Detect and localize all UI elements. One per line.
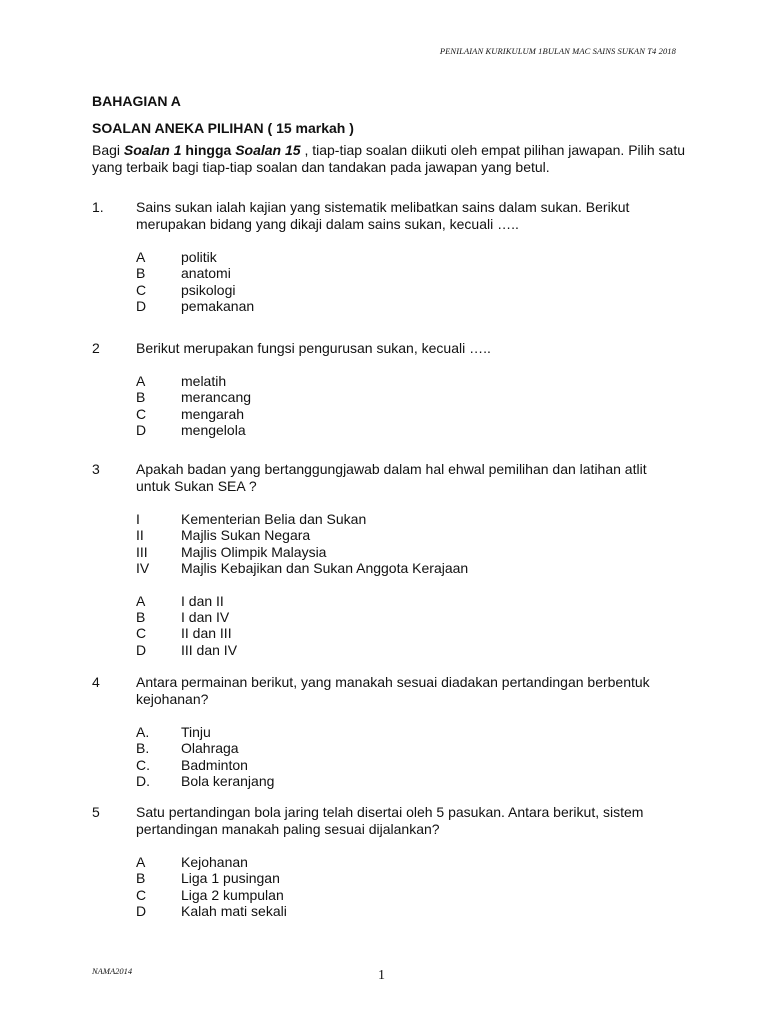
answer-option-b[interactable] bbox=[136, 389, 692, 405]
option-label: A bbox=[136, 854, 146, 870]
statement-label: II bbox=[136, 527, 144, 544]
instructions-paragraph bbox=[92, 142, 692, 176]
instructions-emphasis: Soalan 15 bbox=[235, 142, 301, 158]
instructions-emphasis: Soalan 1 bbox=[123, 142, 182, 158]
statement-label: III bbox=[136, 543, 148, 560]
answer-option-a[interactable] bbox=[136, 249, 692, 265]
option-text: Liga 1 pusingan bbox=[181, 870, 280, 887]
option-label: B. bbox=[136, 740, 150, 757]
page-header: PENILAIAN KURIKULUM 1BULAN MAC SAINS SUKAN T4 2018 bbox=[439, 46, 676, 56]
option-text: Badminton bbox=[181, 756, 248, 773]
option-label: A bbox=[136, 249, 146, 265]
question-text: Satu pertandingan bola jaring telah disertai oleh 5 pasukan. Antara berikut, sistem pertandingan manakah paling sesuai dijalankan? bbox=[136, 804, 644, 837]
answer-option-a[interactable] bbox=[136, 593, 692, 609]
option-text: Tinju bbox=[181, 724, 211, 740]
statement-text: Kementerian Belia dan Sukan bbox=[181, 511, 367, 527]
option-text: I dan IV bbox=[181, 608, 230, 625]
option-label: D bbox=[136, 298, 147, 315]
option-text: anatomi bbox=[181, 265, 231, 282]
question-text: Antara permainan berikut, yang manakah sesuai diadakan pertandingan berbentuk kejohanan? bbox=[136, 674, 650, 707]
option-label: B bbox=[136, 389, 146, 406]
answer-options bbox=[136, 249, 692, 315]
question-number: 2 bbox=[92, 340, 100, 356]
statement-iii bbox=[136, 544, 692, 560]
statement-label: I bbox=[136, 511, 140, 527]
statement-text: Majlis Kebajikan dan Sukan Anggota Kerajaan bbox=[181, 560, 469, 577]
question-text: Apakah badan yang bertanggungjawab dalam hal ehwal pemilihan dan latihan atlit untuk Sukan SEA ? bbox=[136, 461, 647, 494]
answer-option-d[interactable] bbox=[136, 422, 692, 438]
section-title: BAHAGIAN A bbox=[92, 93, 181, 109]
question-2 bbox=[92, 340, 692, 439]
question-1 bbox=[92, 199, 692, 315]
option-label: A bbox=[136, 373, 146, 389]
option-label: B bbox=[136, 265, 146, 282]
question-text: Sains sukan ialah kajian yang sistematik melibatkan sains dalam sukan. Berikut merupakan bidang yang dikaji dalam sains sukan, kecuali ….. bbox=[136, 199, 630, 232]
option-label: C bbox=[136, 405, 147, 422]
option-text: I dan II bbox=[181, 592, 224, 609]
answer-option-c[interactable] bbox=[136, 625, 692, 641]
option-text: II dan III bbox=[181, 625, 232, 642]
question-text: Berikut merupakan fungsi pengurusan sukan, kecuali ….. bbox=[136, 340, 491, 356]
subsection-title: SOALAN ANEKA PILIHAN ( 15 markah ) bbox=[92, 120, 354, 136]
question-number: 4 bbox=[92, 674, 100, 690]
option-text: politik bbox=[181, 249, 217, 265]
answer-option-a[interactable] bbox=[136, 854, 692, 870]
statement-list bbox=[136, 511, 692, 577]
option-label: C bbox=[136, 625, 147, 642]
question-3 bbox=[92, 461, 692, 658]
option-text: psikologi bbox=[181, 281, 236, 298]
instructions-text: Bagi bbox=[92, 142, 124, 158]
option-label: C bbox=[136, 281, 147, 298]
option-label: C bbox=[136, 886, 147, 903]
option-text: mengelola bbox=[181, 422, 246, 439]
statement-ii bbox=[136, 527, 692, 543]
answer-option-c[interactable] bbox=[136, 757, 692, 773]
option-label: D bbox=[136, 903, 147, 920]
answer-option-c[interactable] bbox=[136, 282, 692, 298]
option-text: Olahraga bbox=[181, 740, 239, 757]
answer-options bbox=[136, 373, 692, 439]
option-label: B bbox=[136, 870, 146, 887]
statement-text: Majlis Olimpik Malaysia bbox=[181, 543, 327, 560]
option-label: B bbox=[136, 608, 146, 625]
option-text: mengarah bbox=[181, 405, 245, 422]
answer-option-b[interactable] bbox=[136, 740, 692, 756]
answer-option-d[interactable] bbox=[136, 298, 692, 314]
statement-label: IV bbox=[136, 560, 150, 577]
footer-code: NAMA2014 bbox=[92, 966, 133, 976]
answer-option-d[interactable] bbox=[136, 642, 692, 658]
instructions-connector: hingga bbox=[181, 142, 236, 158]
option-text: melatih bbox=[181, 373, 227, 389]
option-text: Kalah mati sekali bbox=[181, 903, 287, 920]
option-text: Bola keranjang bbox=[181, 773, 275, 790]
instructions-text: , tiap-tiap soalan diikuti oleh empat pilihan jawapan. Pilih satu yang terbaik bagi tiap-tiap soalan dan tandakan pada jawapan yang betul. bbox=[92, 142, 686, 175]
option-text: III dan IV bbox=[181, 641, 238, 658]
answer-options bbox=[136, 854, 692, 920]
option-label: D bbox=[136, 422, 147, 439]
answer-option-b[interactable] bbox=[136, 870, 692, 886]
question-5 bbox=[92, 804, 692, 920]
statement-iv bbox=[136, 560, 692, 576]
option-text: Liga 2 kumpulan bbox=[181, 886, 284, 903]
answer-option-c[interactable] bbox=[136, 406, 692, 422]
option-label: C. bbox=[136, 756, 150, 773]
statement-i bbox=[136, 511, 692, 527]
page-number: 1 bbox=[378, 968, 385, 983]
question-4 bbox=[92, 674, 692, 790]
question-number: 3 bbox=[92, 461, 100, 477]
option-text: pemakanan bbox=[181, 298, 255, 315]
option-label: D bbox=[136, 641, 147, 658]
option-label: D. bbox=[136, 773, 150, 790]
answer-option-a[interactable] bbox=[136, 724, 692, 740]
answer-options bbox=[136, 593, 692, 659]
answer-option-b[interactable] bbox=[136, 609, 692, 625]
answer-option-d[interactable] bbox=[136, 903, 692, 919]
option-text: Kejohanan bbox=[181, 854, 248, 870]
question-number: 1. bbox=[92, 199, 104, 215]
answer-option-c[interactable] bbox=[136, 887, 692, 903]
answer-options bbox=[136, 724, 692, 790]
option-text: merancang bbox=[181, 389, 252, 406]
answer-option-b[interactable] bbox=[136, 265, 692, 281]
answer-option-a[interactable] bbox=[136, 373, 692, 389]
option-label: A. bbox=[136, 724, 150, 740]
option-label: A bbox=[136, 592, 146, 609]
question-number: 5 bbox=[92, 804, 100, 820]
statement-text: Majlis Sukan Negara bbox=[181, 527, 311, 544]
answer-option-d[interactable] bbox=[136, 773, 692, 789]
